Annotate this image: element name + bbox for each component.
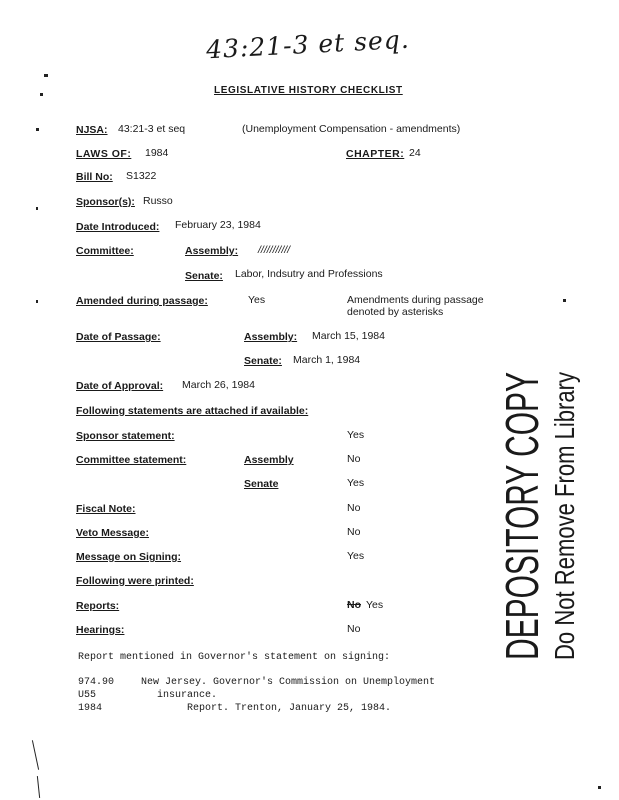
reports-value: Yes [366,599,384,611]
laws-of-label: LAWS OF: [76,148,132,160]
depository-copy-stamp [490,368,590,668]
passage-senate-label: Senate: [244,355,282,367]
page-title: LEGISLATIVE HISTORY CHECKLIST [214,85,403,96]
sponsors-label: Sponsor(s): [76,196,135,208]
committee-statement-assembly-label: Assembly [244,454,294,466]
bill-no-value: S1322 [126,170,157,182]
depository-stamp-graphic [490,368,590,668]
approval-label: Date of Approval: [76,380,164,392]
stamp-line-2: Do Not Remove From Library [549,368,580,660]
scan-speck [598,786,601,789]
committee-label: Committee: [76,245,134,257]
handwritten-statute-number: 43:21-3 et seq. [205,24,411,65]
veto-message-label: Veto Message: [76,527,149,539]
fiscal-note-label: Fiscal Note: [76,503,136,515]
scan-speck [44,74,48,77]
printed-heading: Following were printed: [76,575,194,587]
committee-statement-senate-value: Yes [347,477,365,489]
scan-speck [563,299,566,302]
amended-value: Yes [248,294,266,306]
hearings-label: Hearings: [76,624,125,636]
scan-edge-line [32,740,39,770]
passage-assembly-value: March 15, 1984 [312,330,385,342]
committee-assembly-value: /////////// [258,244,291,256]
statements-heading: Following statements are attached if available: [76,405,309,417]
committee-statement-assembly-value: No [347,453,361,465]
date-introduced-label: Date Introduced: [76,221,160,233]
scan-speck [36,207,38,210]
signing-message-value: Yes [347,550,365,562]
approval-value: March 26, 1984 [182,379,255,391]
hearings-value: No [347,623,361,635]
amended-label: Amended during passage: [76,295,208,307]
scan-speck [36,300,38,303]
committee-senate-label: Senate: [185,270,223,282]
njsa-note: (Unemployment Compensation - amendments) [242,123,461,135]
citation-call-number-2: U55 [78,690,97,701]
njsa-value: 43:21-3 et seq [118,123,186,135]
njsa-label: NJSA: [76,124,108,136]
passage-senate-value: March 1, 1984 [293,354,361,366]
citation-call-number-3: 1984 [78,703,103,714]
amended-note-line2: denoted by asterisks [347,306,444,318]
report-note: Report mentioned in Governor's statement on signing: [78,652,391,663]
citation-line-2: insurance. [157,690,218,701]
scan-edge-line [37,776,40,798]
committee-senate-value: Labor, Indsutry and Professions [235,268,383,280]
citation-call-number-1: 974.90 [78,677,115,688]
chapter-label: CHAPTER: [346,148,405,160]
stamp-line-1: DEPOSITORY COPY [496,368,548,660]
scan-speck [36,128,39,131]
citation-line-1: New Jersey. Governor's Commission on Unemployment [141,677,436,688]
reports-label: Reports: [76,600,120,612]
date-introduced-value: February 23, 1984 [175,219,261,231]
chapter-value: 24 [409,147,421,159]
sponsor-statement-value: Yes [347,429,365,441]
committee-statement-label: Committee statement: [76,454,187,466]
signing-message-label: Message on Signing: [76,551,182,563]
scan-speck [40,93,43,96]
committee-statement-senate-label: Senate [244,478,279,490]
reports-struck-value: No [347,599,361,611]
laws-of-value: 1984 [145,147,169,159]
citation-line-3: Report. Trenton, January 25, 1984. [187,703,392,714]
amended-note-line1: Amendments during passage [347,294,484,306]
sponsors-value: Russo [143,195,173,207]
veto-message-value: No [347,526,361,538]
passage-label: Date of Passage: [76,331,161,343]
passage-assembly-label: Assembly: [244,331,298,343]
bill-no-label: Bill No: [76,171,113,183]
fiscal-note-value: No [347,502,361,514]
committee-assembly-label: Assembly: [185,245,239,257]
sponsor-statement-label: Sponsor statement: [76,430,175,442]
